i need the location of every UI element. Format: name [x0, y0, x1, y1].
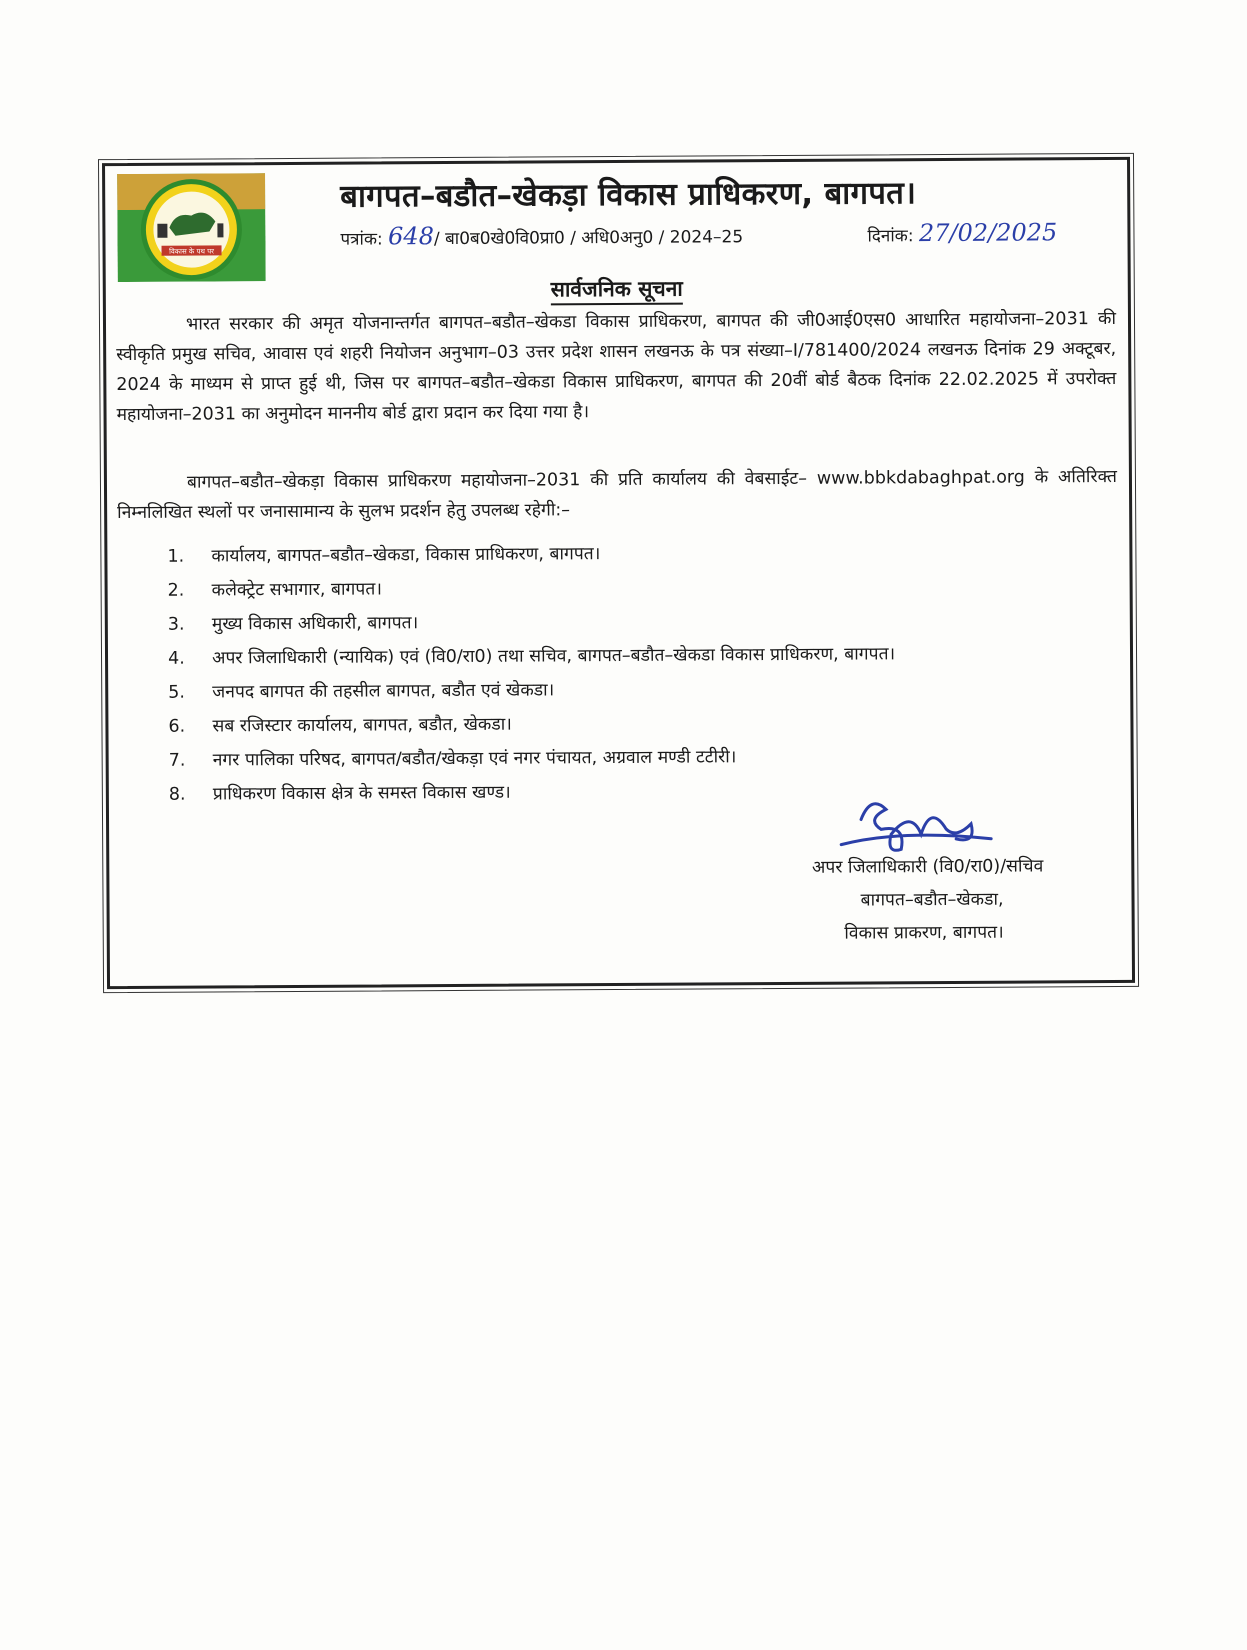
list-item-number: 6.: [168, 716, 186, 737]
list-item: [169, 742, 1069, 773]
list-item-text: प्राधिकरण विकास क्षेत्र के समस्त विकास खण्ड।: [212, 782, 511, 805]
list-item-text: कार्यालय, बागपत–बडौत–खेकडा, विकास प्राधिकरण, बागपत।: [211, 544, 601, 567]
date-handwritten: 27/02/2025: [918, 218, 1058, 248]
list-item: [168, 606, 1068, 637]
list-item-text: नगर पालिका परिषद, बागपत/बडौत/खेकड़ा एवं नगर पंचायत, अग्रवाल मण्डी टटीरी।: [212, 747, 737, 771]
locations-list: [167, 538, 1069, 815]
notice-heading-text: सार्वजनिक सूचना: [551, 277, 683, 306]
signature-block: [812, 850, 1044, 950]
date-label: दिनांक:: [867, 226, 914, 247]
signatory-authority: बागपत–बडौत–खेकडा,: [860, 889, 1004, 911]
list-item: [168, 708, 1068, 739]
list-item-text: सब रजिस्टार कार्यालय, बागपत, बडौत, खेकडा।: [212, 714, 512, 737]
list-item-number: 7.: [168, 750, 186, 771]
date-field: [867, 218, 1057, 247]
list-item-number: 4.: [167, 648, 185, 669]
list-item: [168, 640, 1068, 671]
list-item-text: अपर जिलाधिकारी (न्यायिक) एवं (वि0/रा0) तथा सचिव, बागपत–बडौत–खेकडा विकास प्राधिकरण, बागपत।: [211, 644, 896, 669]
list-item: [168, 572, 1068, 603]
list-item-text: जनपद बागपत की तहसील बागपत, बडौत एवं खेकडा।: [212, 680, 555, 703]
reference-number: [340, 220, 743, 250]
ref-suffix: / बा0ब0खे0वि0प्रा0 / अधि0अनु0 / 2024–25: [433, 227, 744, 250]
page-title: बागपत–बडौत–खेकड़ा विकास प्राधिकरण, बागपत।: [340, 175, 917, 215]
notice-paragraph-2: बागपत–बडौत–खेकड़ा विकास प्राधिकरण महायोजना–2031 की प्रति कार्यालय की वेबसाईट– www.bbkdabaghpat.org के अतिरिक्त निम्नलिखित स्थलों पर जनासामान्य के सुलभ प्रदर्शन हेतु उपलब्ध रहेगी:–: [117, 466, 1118, 524]
list-item-number: 5.: [168, 682, 186, 703]
logo-motto: विकास के पथ पर: [169, 247, 215, 256]
list-item-text: कलेक्ट्रेट सभागार, बागपत।: [211, 579, 382, 601]
authority-logo: [117, 173, 266, 282]
list-item: [168, 674, 1068, 705]
list-item-number: 1.: [167, 546, 185, 567]
notice-frame: [102, 157, 1135, 989]
ref-label: पत्रांक:: [340, 229, 383, 250]
notice-heading: [106, 272, 1128, 306]
list-item-text: मुख्य विकास अधिकारी, बागपत।: [211, 613, 419, 635]
list-item-number: 2.: [167, 580, 185, 601]
logo-tower: [217, 223, 223, 237]
signatory-place: विकास प्राकरण, बागपत।: [844, 922, 1004, 944]
logo-building: [157, 224, 167, 238]
list-item-number: 8.: [168, 784, 186, 805]
notice-paragraph-1: भारत सरकार की अमृत योजनान्तर्गत बागपत–बडौत–खेकडा विकास प्राधिकरण, बागपत की जी0आई0एस0 आधारित महायोजना–2031 की स्वीकृति प्रमुख सचिव, आवास एवं शहरी नियोजन अनुभाग–03 उत्तर प्रदेश शासन लखनऊ के पत्र संख्या–I/781400/2024 लखनऊ दिनांक 29 अक्टूबर, 2024 के माध्यम से प्राप्त हुई थी, जिस पर बागपत–बडौत–खेकडा विकास प्राधिकरण, बागपत की 20वीं बोर्ड बैठक दिनांक 22.02.2025 में उपरोक्त महायोजना–2031 का अनुमोदन माननीय बोर्ड द्वारा प्रदान कर दिया गया है।: [116, 308, 1117, 426]
list-item: [167, 538, 1067, 569]
list-item-number: 3.: [167, 614, 185, 635]
signature-stroke: [841, 803, 991, 851]
signatory-designation: अपर जिलाधिकारी (वि0/रा0)/सचिव: [811, 856, 1044, 878]
ref-handwritten: 648: [388, 222, 435, 251]
